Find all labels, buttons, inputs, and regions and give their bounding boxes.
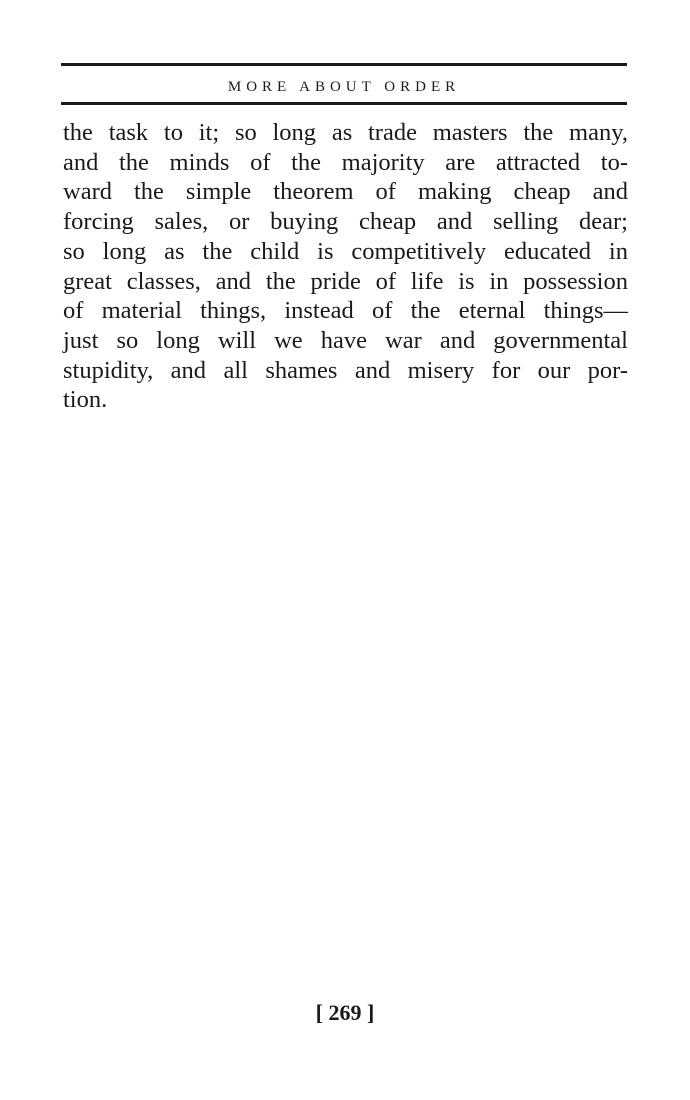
text-line: just so long will we have war and governmental [63, 326, 628, 354]
header-rule-bottom [61, 102, 627, 105]
text-line: tion. [63, 386, 108, 414]
text-line: so long as the child is competitively educated in [63, 237, 628, 265]
body-paragraph [63, 118, 628, 415]
text-line: stupidity, and all shames and misery for our por- [63, 356, 628, 384]
page-number: [ 269 ] [315, 1000, 375, 1025]
text-line: ward the simple theorem of making cheap and [63, 178, 628, 206]
header-rule-top [61, 63, 627, 66]
text-line: great classes, and the pride of life is in possession [63, 267, 628, 295]
text-line: forcing sales, or buying cheap and selling dear; [63, 208, 628, 236]
running-head: MORE ABOUT ORDER [227, 79, 461, 95]
text-line: of material things, instead of the eternal things— [63, 297, 628, 325]
text-line: and the minds of the majority are attracted to- [63, 148, 628, 176]
text-line: the task to it; so long as trade masters the many, [63, 119, 628, 146]
